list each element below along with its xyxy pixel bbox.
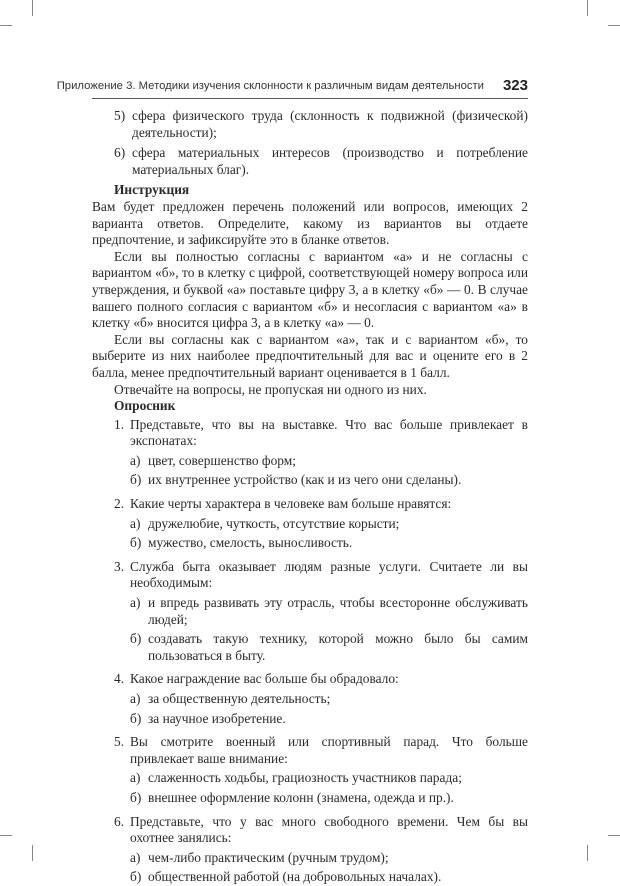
paragraph: Если вы полностью согласны с вариантом «а» и не согласны с вариантом «б», то в клетку с цифрой, соответствующей номеру вопроса или утверждения, и буквой «а» поставьте цифру 3, а в клетку «б» — 0. В случае вашего полного согласия с вариантом «б» и несогласия с вариантом «а» в клетку «б» вносится цифра 3, а в клетку «а» — 0.: [92, 248, 528, 331]
option-marker: а): [130, 515, 141, 531]
list-item: [92, 108, 528, 141]
question-body: Служба быта оказывает людям разные услуги. Считаете ли вы необходимым:: [130, 558, 528, 591]
option-marker: а): [130, 691, 141, 706]
option-marker: а): [130, 770, 141, 786]
option-text: внешнее оформление колонн (знамена, одежда и пр.).: [148, 789, 454, 805]
question-item: [92, 734, 528, 806]
option-a: [92, 453, 528, 470]
option-text: за общественную деятельность;: [148, 691, 331, 706]
question-number: 2.: [114, 496, 125, 512]
option-marker: б): [130, 631, 142, 647]
option-text: слаженность ходьбы, грациозность участников парада;: [148, 770, 462, 786]
running-title: Приложение 3. Методики изучения склонности к различным видам деятельности: [56, 80, 484, 92]
list-marker: 6): [114, 145, 126, 161]
option-b: [92, 631, 528, 664]
option-marker: а): [130, 849, 141, 865]
question-number: 1.: [114, 416, 125, 432]
question-number: 4.: [114, 671, 125, 687]
question-body: Какое награждение вас больше бы обрадовало:: [130, 671, 399, 687]
list-text: сфера физического труда (склонность к подвижной (физической) деятельности);: [132, 108, 528, 140]
question-list: [92, 417, 528, 886]
option-a: [92, 595, 528, 628]
question-text: [92, 496, 528, 513]
list-text: сфера материальных интересов (производство и потребление материальных благ).: [132, 145, 528, 177]
question-text: [92, 417, 528, 450]
question-text: [92, 734, 528, 767]
paragraph: Если вы согласны как с вариантом «а», так и с вариантом «б», то выберите из них наиболее предпочтительный для вас и оцените его в 2 балла, менее предпочтительный вариант оценивается в 1 балл.: [92, 331, 528, 380]
question-body: Представьте, что у вас много свободного времени. Чем бы вы охотнее занялись:: [130, 813, 528, 846]
running-header: [56, 76, 528, 99]
option-b: [92, 535, 528, 552]
question-text: [92, 559, 528, 592]
question-item: [92, 671, 528, 727]
option-marker: а): [130, 595, 141, 611]
question-body: Вы смотрите военный или спортивный парад. Что больше привлекает ваше внимание:: [130, 734, 528, 766]
paragraph: Вам будет предложен перечень положений или вопросов, имеющих 2 варианта ответов. Определите, какому из вариантов вы отдаете предпочтение, и зафиксируйте это в бланке ответов.: [92, 198, 528, 248]
question-number: 6.: [114, 813, 125, 829]
option-marker: б): [130, 472, 142, 488]
option-text: их внутреннее устройство (как и из чего они сделаны).: [148, 472, 462, 488]
option-marker: б): [130, 789, 142, 805]
option-b: [92, 711, 528, 728]
option-a: [92, 850, 528, 867]
option-marker: б): [130, 710, 142, 726]
question-item: [92, 814, 528, 886]
list-marker: 5): [114, 108, 126, 123]
questionnaire-heading: Опросник: [114, 398, 176, 414]
option-b: [92, 790, 528, 807]
list-item: [92, 145, 528, 178]
paragraph: Отвечайте на вопросы, не пропуская ни одного из них.: [114, 381, 427, 397]
option-a: [92, 516, 528, 533]
question-number: 5.: [114, 734, 125, 750]
question-number: 3.: [114, 558, 125, 574]
option-b: [92, 472, 528, 489]
question-item: [92, 559, 528, 665]
option-marker: б): [130, 535, 142, 551]
option-text: чем-либо практическим (ручным трудом);: [148, 849, 389, 865]
option-b: [92, 869, 528, 886]
option-text: мужество, смелость, выносливость.: [148, 535, 353, 551]
page-body: [92, 108, 528, 886]
option-text: цвет, совершенство форм;: [148, 452, 296, 468]
page-number: 323: [502, 77, 528, 94]
option-marker: б): [130, 869, 142, 885]
option-marker: а): [130, 452, 141, 468]
question-body: Какие черты характера в человеке вам больше нравятся:: [130, 496, 452, 512]
option-a: [92, 691, 528, 708]
question-text: [92, 671, 528, 688]
question-item: [92, 417, 528, 489]
option-a: [92, 770, 528, 787]
question-body: Представьте, что вы на выставке. Что вас больше привлекает в экспонатах:: [130, 416, 528, 449]
question-text: [92, 814, 528, 847]
question-item: [92, 496, 528, 552]
option-text: за научное изобретение.: [148, 710, 286, 726]
option-text: создавать такую технику, которой можно было бы самим пользоваться в быту.: [148, 631, 528, 663]
option-text: общественной работой (на добровольных началах).: [148, 869, 442, 885]
instruction-heading: Инструкция: [114, 182, 190, 198]
option-text: дружелюбие, чуткость, отсутствие корысти;: [148, 515, 400, 531]
option-text: и впредь развивать эту отрасль, чтобы всесторонне обслуживать людей;: [148, 595, 528, 627]
